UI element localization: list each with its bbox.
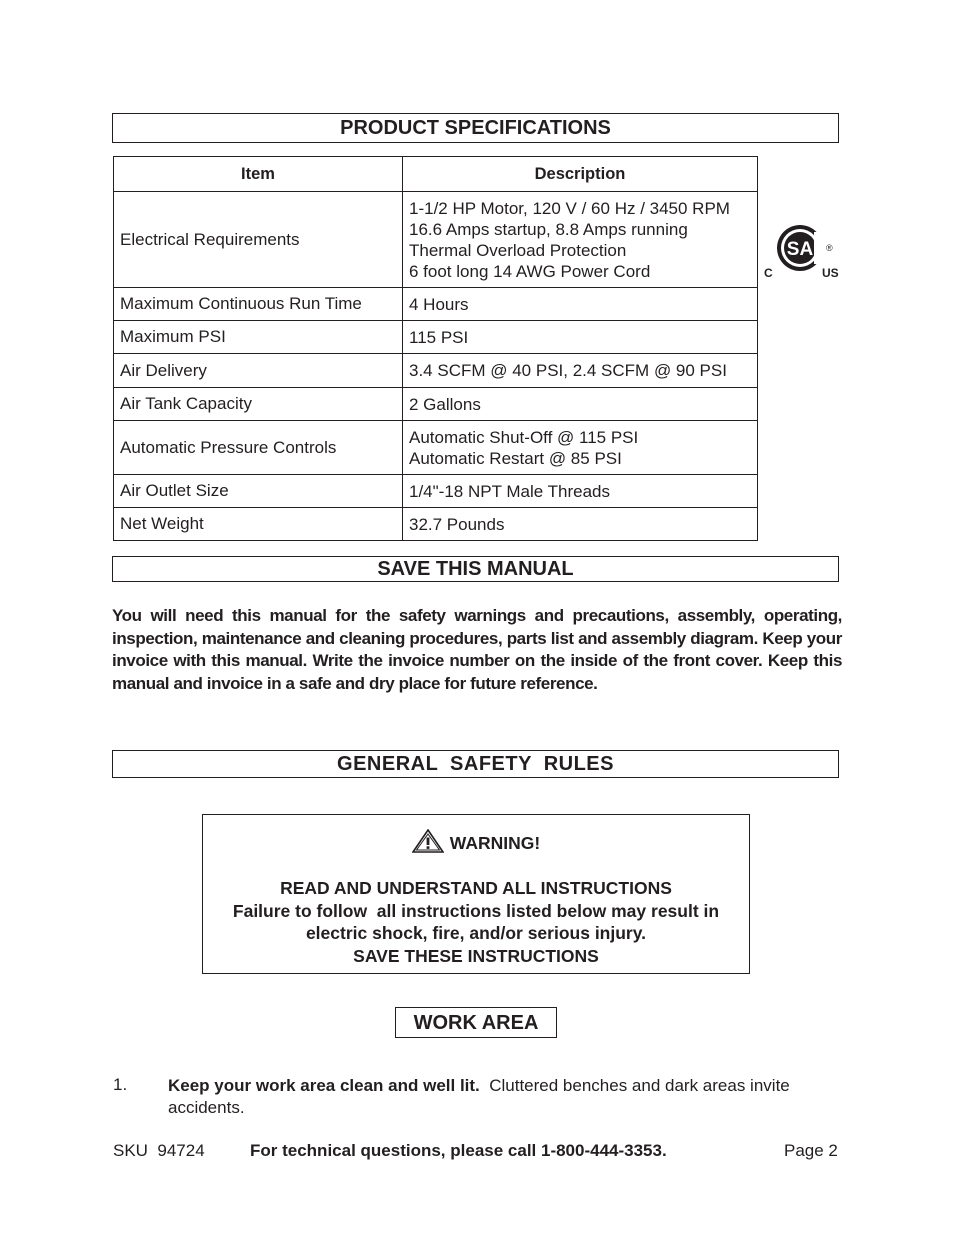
row-item: Electrical Requirements bbox=[114, 192, 403, 288]
table-row bbox=[114, 354, 758, 388]
rule-body-text: Cluttered benches and dark areas invite accidents. bbox=[168, 1076, 795, 1117]
row-item: Automatic Pressure Controls bbox=[114, 421, 403, 475]
work-area-heading: WORK AREA bbox=[395, 1007, 557, 1038]
table-row bbox=[114, 288, 758, 321]
footer-sku: SKU 94724 bbox=[113, 1141, 205, 1160]
specifications-table bbox=[113, 156, 758, 541]
description-line: 16.6 Amps startup, 8.8 Amps running bbox=[409, 219, 688, 239]
warning-line: Failure to follow all instructions listed below may result in bbox=[232, 900, 720, 921]
column-header-item: Item bbox=[114, 157, 403, 192]
row-item: Air Delivery bbox=[114, 354, 403, 388]
registered-mark: ® bbox=[826, 243, 833, 253]
row-description: 115 PSI bbox=[403, 321, 758, 354]
row-item: Air Outlet Size bbox=[114, 475, 403, 508]
warning-line: SAVE THESE INSTRUCTIONS bbox=[353, 945, 599, 966]
row-description: 2 Gallons bbox=[403, 388, 758, 421]
description-line: Thermal Overload Protection bbox=[409, 240, 627, 260]
csa-certification-logo bbox=[762, 218, 846, 282]
description-line: Automatic Shut-Off @ 115 PSI bbox=[409, 427, 639, 447]
product-specifications-heading: PRODUCT SPECIFICATIONS bbox=[112, 113, 839, 143]
description-line: Automatic Restart @ 85 PSI bbox=[409, 448, 622, 468]
csa-us-letters: US bbox=[822, 266, 839, 280]
rule-text bbox=[168, 1075, 828, 1119]
warning-box bbox=[202, 814, 750, 974]
warning-title-row bbox=[203, 829, 749, 854]
save-manual-paragraph: You will need this manual for the safety warnings and precautions, assembly, operating, inspection, maintenance and cleaning procedures, parts list and assembly diagram. Keep your invoice with this manual. Write the invoice number on the inside of the front cover. Keep this manual and invoice in a safe and dry place for future reference. bbox=[112, 606, 842, 693]
warning-line: READ AND UNDERSTAND ALL INSTRUCTIONS bbox=[280, 878, 672, 898]
rule-bold-text: Keep your work area clean and well lit. bbox=[168, 1076, 480, 1095]
warning-title: WARNING! bbox=[449, 833, 541, 853]
rule-number: 1. bbox=[113, 1075, 128, 1094]
description-line: 6 foot long 14 AWG Power Cord bbox=[409, 261, 651, 281]
footer-page-number: Page 2 bbox=[784, 1141, 838, 1160]
row-item: Maximum Continuous Run Time bbox=[114, 288, 403, 321]
row-description bbox=[403, 421, 758, 475]
description-line: 1-1/2 HP Motor, 120 V / 60 Hz / 3450 RPM bbox=[409, 198, 730, 218]
save-this-manual-heading: SAVE THIS MANUAL bbox=[112, 556, 839, 582]
table-row bbox=[114, 421, 758, 475]
warning-triangle-icon bbox=[412, 829, 444, 853]
csa-mark-text: SA bbox=[786, 239, 814, 260]
row-description: 32.7 Pounds bbox=[403, 508, 758, 541]
table-row bbox=[114, 475, 758, 508]
footer-technical-questions: For technical questions, please call 1-800-444-3353. bbox=[250, 1141, 667, 1160]
warning-line: electric shock, fire, and/or serious injury. bbox=[305, 923, 647, 943]
column-header-description: Description bbox=[403, 157, 758, 192]
csa-c-letter: C bbox=[764, 266, 773, 280]
row-description: 1/4"-18 NPT Male Threads bbox=[403, 475, 758, 508]
table-row bbox=[114, 388, 758, 421]
table-row bbox=[114, 321, 758, 354]
warning-text bbox=[203, 877, 749, 967]
general-safety-rules-heading: GENERAL SAFETY RULES bbox=[112, 750, 839, 778]
row-description bbox=[403, 192, 758, 288]
row-description: 3.4 SCFM @ 40 PSI, 2.4 SCFM @ 90 PSI bbox=[403, 354, 758, 388]
row-item: Air Tank Capacity bbox=[114, 388, 403, 421]
table-row bbox=[114, 192, 758, 288]
table-row bbox=[114, 508, 758, 541]
row-description: 4 Hours bbox=[403, 288, 758, 321]
table-header-row bbox=[114, 157, 758, 192]
row-item: Maximum PSI bbox=[114, 321, 403, 354]
row-item: Net Weight bbox=[114, 508, 403, 541]
